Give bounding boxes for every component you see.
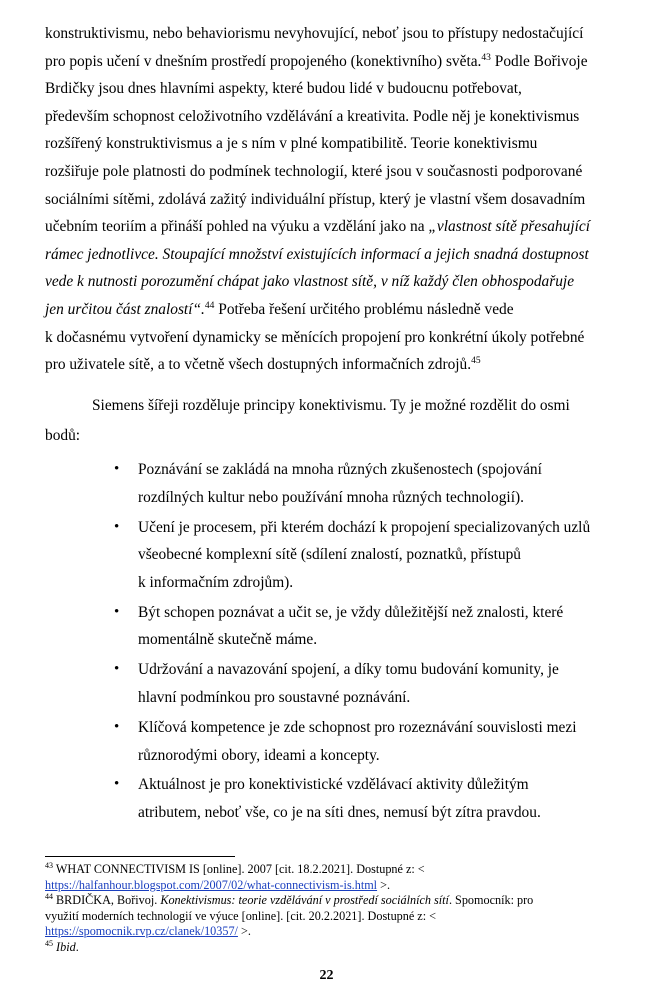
principles-list: [98, 456, 618, 829]
quote-italic: „vlastnost sítě přesahující: [428, 218, 590, 236]
footnote-text: >.: [237, 924, 251, 938]
quote-italic: jen určitou část znalostí“.: [45, 300, 205, 318]
text-line: sociálními sítěmi, zdolává zažitý individuální přístup, který je vlastní všem dosavadním: [45, 190, 586, 208]
bullet-icon: •: [114, 461, 120, 477]
footnote-text: .: [75, 940, 79, 954]
footnote-ref-45[interactable]: 45: [471, 356, 481, 366]
text-run: Potřeba řešení určitého problému následně vede: [214, 300, 514, 318]
text-line: především schopnost celoživotního vzdělávání a kreativita. Podle něj je konektivismus: [45, 107, 580, 125]
text-run: pro uživatele sítě, a to včetně všech dostupných informačních zdrojů.: [45, 356, 472, 374]
text-line: Udržování a navazování spojení, a díky tomu budování komunity, je: [138, 661, 559, 679]
footnote-separator: [45, 856, 235, 857]
text-run: učebním teoriím a přináší pohled na výuku a vzdělání jako na: [45, 218, 429, 236]
footnote-text: využití moderních technologií ve výuce [online]. [cit. 20.2.2021]. Dostupné z: <: [45, 908, 437, 923]
list-item: [98, 656, 618, 711]
text-line: Učení je procesem, při kterém dochází k propojení specializovaných uzlů: [138, 518, 591, 536]
footnote-ref-44[interactable]: 44: [204, 300, 215, 311]
bullet-icon: •: [114, 718, 120, 735]
text-line: [45, 351, 611, 379]
quote-line: rámec jednotlivce. Stoupající množství existujících informací a jejich snadná dostupnost: [45, 245, 589, 263]
body-paragraph-2: [45, 392, 611, 449]
bullet-icon: •: [114, 518, 120, 535]
body-paragraph-1: [45, 20, 611, 379]
footnote-text: WHAT CONNECTIVISM IS [online]. 2007 [cit. 18.2.2021]. Dostupné z: <: [53, 862, 425, 876]
text-line: Být schopen poznávat a učit se, je vždy důležitější než znalosti, které: [138, 603, 564, 621]
text-line: různorodými obory, ideami a koncepty.: [138, 746, 380, 764]
list-item: [98, 714, 618, 769]
footnote-title: Konektivismus: teorie vzdělávání v prostředí sociálních sítí: [160, 893, 449, 907]
text-line: Aktuálnost je pro konektivistické vzdělávací aktivity důležitým: [138, 776, 529, 794]
footnote-45: [45, 940, 611, 956]
text-line: momentálně skutečně máme.: [138, 631, 318, 649]
text-line: k dočasnému vytvoření dynamicky se měnících propojení pro konkrétní úkoly potřebné: [45, 328, 585, 346]
text-line: atributem, neboť vše, co je na síti dnes, nemusí být zítra pravdou.: [138, 804, 541, 822]
text-line: rozdílných kultur nebo používání mnoha různých technologií).: [138, 488, 524, 506]
footnote-text: >.: [377, 877, 391, 892]
footnote-ref-43[interactable]: 43: [481, 52, 491, 63]
footnote-text: . Spomocník: pro: [448, 893, 534, 907]
quote-line: vede k nutnosti porozumění chápat jako vlastnost sítě, v níž každý člen obhospodařuje: [45, 273, 575, 291]
list-item: [98, 456, 618, 511]
footnote-number: 45: [45, 938, 53, 948]
text-line: Siemens šířeji rozděluje principy konektivismu. Ty je možné rozdělit do osmi: [92, 397, 570, 414]
footnote-number: 43: [45, 860, 53, 870]
footnote-text: Ibid: [53, 940, 76, 954]
text-line: [45, 296, 611, 324]
footnote-43: [45, 862, 611, 893]
text-line: [45, 213, 611, 241]
bullet-icon: •: [114, 603, 120, 620]
text-line: rozšiřuje pole platnosti do podmínek technologií, které jsou v současnosti podporované: [45, 162, 583, 180]
bullet-icon: •: [114, 661, 120, 678]
text-run: Podle Bořivoje: [490, 52, 588, 70]
list-item: [98, 771, 618, 826]
text-line: Poznávání se zakládá na mnoha různých zkušenostech (spojování: [138, 461, 542, 478]
text-line: rozšířený konstruktivismus a je s ním v plné kompatibilitě. Teorie konektivismu: [45, 135, 538, 153]
text-run: pro popis učení v dnešním prostředí propojeného (konektivního) světa.: [45, 52, 482, 70]
text-line: [45, 48, 611, 76]
text-line: Brdičky jsou dnes hlavními aspekty, které budou lidé v budoucnu potřebovat,: [45, 80, 522, 98]
footnote-number: 44: [45, 891, 53, 901]
text-line: konstruktivismu, nebo behaviorismu nevyhovující, neboť jsou to přístupy nedostačující: [45, 25, 584, 42]
footnote-link[interactable]: https://spomocnik.rvp.cz/clanek/10357/: [45, 924, 238, 938]
text-line: bodů:: [45, 426, 81, 444]
text-line: Klíčová kompetence je zde schopnost pro rozeznávání souvislosti mezi: [138, 718, 577, 736]
text-line: všeobecné komplexní sítě (sdílení znalostí, poznatků, přístupů: [138, 546, 521, 564]
text-line: hlavní podmínkou pro soustavné poznávání.: [138, 688, 411, 706]
list-item: [98, 514, 618, 597]
bullet-icon: •: [114, 776, 120, 793]
footnote-44: [45, 893, 611, 940]
footnote-text: BRDIČKA, Bořivoj.: [53, 893, 161, 907]
text-line: k informačním zdrojům).: [138, 573, 294, 591]
page-number: 22: [319, 968, 334, 983]
list-item: [98, 599, 618, 654]
footnote-link[interactable]: https://halfanhour.blogspot.com/2007/02/what-connectivism-is.html: [45, 877, 378, 892]
